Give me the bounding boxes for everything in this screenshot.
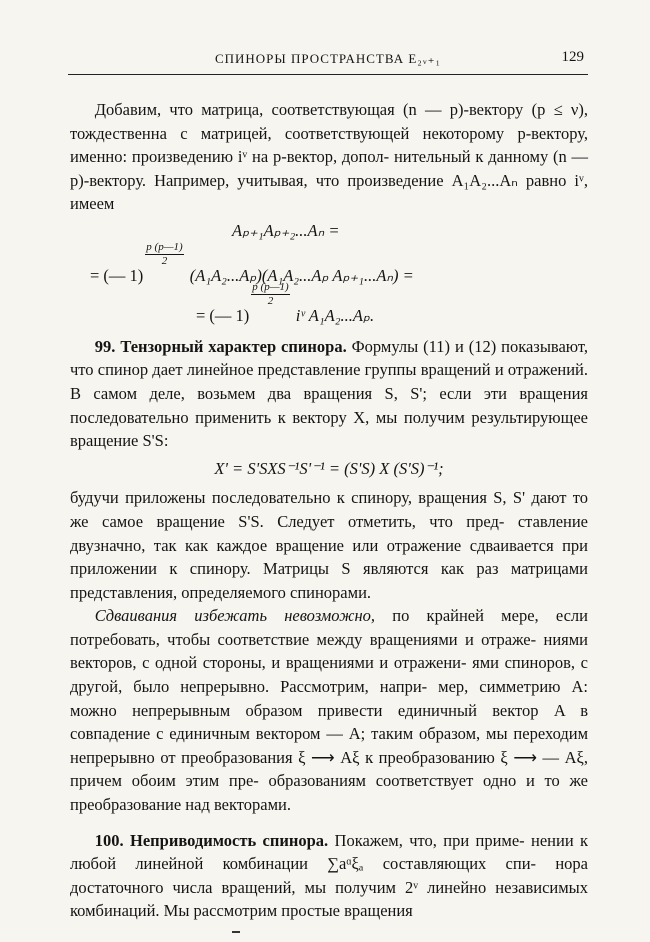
text-line: ставление двузначно, так как каждое вращение или отражение [70, 511, 589, 555]
text-line: ниями векторов, с одной стороны, и вращениями и отражени- [70, 629, 589, 673]
text-line: p-вектору, именно: произведению iᵛ на p-вектор, допол- [70, 123, 588, 167]
exponent-denominator: 2 [267, 295, 274, 308]
text-line: независимых комбинаций. Мы рассмотрим простые вращения [70, 877, 588, 921]
page-header [68, 48, 588, 75]
text-line: образованиям соответствует одно и то же преобразование над [70, 771, 589, 815]
text-line: потребовать, чтобы соответствие между вращениями и отраже- [70, 629, 537, 649]
emphasis-text: Сдваивания избежать невозможно, [94, 606, 376, 626]
text-line: по крайней мере, если [392, 606, 588, 626]
formula-line-3 [70, 281, 588, 328]
print-mark [232, 931, 240, 933]
formula-sign: = (— 1) [196, 306, 250, 326]
section-99-paragraph-3 [70, 604, 588, 816]
text-line: таким образом, мы переходим непрерывно от преобразования [70, 724, 589, 767]
exponent-fraction [251, 282, 289, 307]
text-line: Формулы (11) и (12) [351, 336, 497, 356]
formula-sign: = (— 1) [90, 265, 144, 285]
exponent-denominator: 2 [161, 254, 168, 267]
text-line: будучи приложены последовательно к спинору, вращения S, S' [70, 488, 526, 508]
page-body [70, 98, 588, 923]
text-line: Добавим, что матрица, соответствующая (n — p)-вектору [94, 100, 524, 119]
text-line: сдваивается при приложении к спинору. Матрицы S являются [70, 535, 589, 579]
text-line: нительный к данному (n — p)-вектору. Например, учитывая, [70, 147, 589, 190]
section-title: Тензорный характер спинора. [120, 336, 347, 356]
section-number: 100. [94, 830, 124, 850]
text-line: (p ≤ ν), тождественна с матрицей, соответствующей некоторому [70, 100, 588, 143]
text-line: нора достаточного числа вращений, мы получим 2ᵛ линейно [70, 854, 588, 897]
text-line: как раз матрицами представления, определяемого спинорами. [70, 559, 589, 602]
exponent-numerator: p (p—1) [146, 240, 183, 253]
exponent-numerator: p (p—1) [252, 281, 289, 294]
section-title: Неприводимость спинора. [129, 830, 329, 850]
section-99-paragraph [70, 335, 588, 453]
text-line: мер, симметрию A: можно непрерывным образом привести [70, 677, 588, 720]
text-line: векторами. [213, 795, 292, 815]
text-line: нении к любой линейной комбинации ∑aᵅξₐ составляющих спи- [70, 830, 589, 874]
section-100-paragraph [70, 829, 588, 923]
text-line: дают то же самое вращение S'S. Следует отметить, что пред- [70, 488, 589, 531]
formula-line-2 [70, 240, 588, 288]
text-line: ξ ⟶ Aξ к преобразованию ξ ⟶ — Aξ, причем обоим этим пре- [70, 747, 588, 791]
page-number: 129 [561, 49, 584, 65]
formula-line-1: Aₚ₊₁Aₚ₊₂...Aₙ = [232, 220, 340, 240]
rotation-formula: X' = S'SXS⁻¹S'⁻¹ = (S'S) X (S'S)⁻¹; [214, 458, 444, 478]
intro-paragraph [70, 98, 588, 216]
text-line: вращений и отражений. В самом деле, возьмем два вращения [70, 360, 589, 403]
text-line: ями спиноров, с другой, было непрерывно. Рассмотрим, напри- [70, 653, 588, 697]
text-line: S, S'; если эти вращения последовательно применить к вектору X, [70, 383, 588, 427]
text-line: Покажем, что, при приме- [334, 830, 525, 850]
section-99-paragraph-2 [70, 486, 588, 604]
running-title: СПИНОРЫ ПРОСТРАНСТВА E₂ᵥ₊₁ [214, 51, 442, 66]
text-line: показывают, что спинор дает линейное представление группы [70, 336, 589, 380]
formula-result: iᵛ A₁A₂...Aₚ. [295, 306, 375, 326]
formula-product: (A₁A₂...Aₚ)(A₁A₂...Aₚ Aₚ₊₁...Aₙ) = [189, 265, 414, 285]
text-line: единичный вектор A в совпадение с единичным вектором — A; [70, 700, 588, 744]
text-line: что произведение A₁A₂...Aₙ равно iᵛ, имеем [70, 170, 588, 214]
text-line: мы получим результирующее вращение S'S: [70, 407, 588, 451]
exponent-fraction [145, 242, 183, 267]
section-number: 99. [94, 336, 116, 356]
